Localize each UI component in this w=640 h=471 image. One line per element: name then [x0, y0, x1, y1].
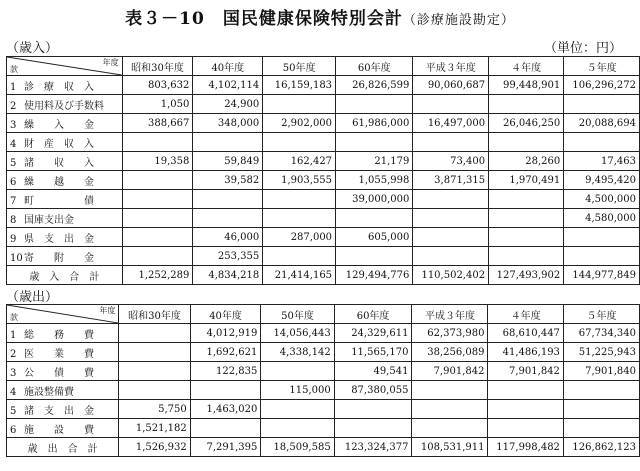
value-cell: 16,159,183 — [263, 76, 336, 95]
value-cell — [489, 133, 564, 152]
row-number: 6 — [10, 176, 17, 188]
value-cell: 348,000 — [193, 114, 263, 133]
corner-year-label: 年度 — [99, 306, 116, 315]
value-cell — [122, 247, 193, 266]
row-label-cell — [7, 381, 119, 400]
value-cell — [564, 95, 640, 114]
corner-item-label: 款 — [10, 313, 18, 322]
value-cell — [489, 95, 564, 114]
table-row — [7, 114, 640, 133]
value-cell — [263, 190, 336, 209]
value-cell: 38,256,089 — [412, 343, 488, 362]
column-header: 50年度 — [261, 305, 334, 324]
value-cell — [122, 228, 193, 247]
value-cell — [489, 228, 564, 247]
value-cell — [489, 209, 564, 228]
value-cell — [412, 400, 488, 419]
value-cell: 39,582 — [193, 171, 263, 190]
value-cell: 49,541 — [334, 362, 412, 381]
value-cell — [190, 419, 261, 438]
table-row — [7, 95, 640, 114]
value-cell: 1,903,555 — [263, 171, 336, 190]
value-cell: 39,000,000 — [336, 190, 413, 209]
expenditure-section-label: （歳出） — [6, 290, 59, 305]
value-cell — [261, 362, 334, 381]
value-cell: 1,970,491 — [489, 171, 564, 190]
value-cell: 1,050 — [122, 95, 193, 114]
row-label-cell — [7, 343, 119, 362]
row-number: 7 — [10, 195, 17, 207]
value-cell — [489, 247, 564, 266]
table-row — [7, 152, 640, 171]
table-row — [7, 190, 640, 209]
value-cell: 21,179 — [336, 152, 413, 171]
value-cell — [193, 209, 263, 228]
column-header: 50年度 — [263, 57, 336, 76]
row-label: 施 設 費 — [24, 424, 94, 436]
unit-label: （単位：円） — [543, 41, 622, 56]
value-cell — [412, 381, 488, 400]
value-cell: 24,329,611 — [334, 324, 412, 343]
row-label: 財 産 収 入 — [24, 138, 94, 150]
corner-header-cell — [7, 305, 119, 324]
total-value-cell: 144,977,849 — [564, 266, 640, 285]
table-row — [7, 171, 640, 190]
page-title — [0, 4, 640, 29]
value-cell: 26,046,250 — [489, 114, 564, 133]
value-cell: 388,667 — [122, 114, 193, 133]
row-number: 4 — [10, 386, 17, 398]
value-cell — [413, 133, 489, 152]
revenue-table — [6, 56, 640, 285]
row-label-cell — [7, 190, 123, 209]
value-cell: 9,495,420 — [564, 171, 640, 190]
value-cell: 73,400 — [413, 152, 489, 171]
value-cell — [336, 247, 413, 266]
value-cell — [122, 171, 193, 190]
value-cell — [122, 190, 193, 209]
total-row — [7, 438, 640, 457]
value-cell: 11,565,170 — [334, 343, 412, 362]
value-cell — [488, 400, 563, 419]
row-label-cell — [7, 247, 123, 266]
header-row — [7, 305, 640, 324]
row-label-cell — [7, 133, 123, 152]
value-cell — [413, 209, 489, 228]
value-cell — [263, 133, 336, 152]
row-label: 県 支 出 金 — [24, 233, 94, 245]
column-header: ５年度 — [564, 57, 640, 76]
row-label-cell — [7, 419, 119, 438]
value-cell: 4,338,142 — [261, 343, 334, 362]
total-value-cell: 127,493,902 — [489, 266, 564, 285]
value-cell — [412, 419, 488, 438]
column-header: 60年度 — [336, 57, 413, 76]
row-label-cell — [7, 228, 123, 247]
total-row — [7, 266, 640, 285]
total-value-cell: 4,834,218 — [193, 266, 263, 285]
total-value-cell: 108,531,911 — [412, 438, 488, 457]
value-cell — [263, 95, 336, 114]
row-number: 1 — [10, 81, 17, 93]
value-cell: 90,060,687 — [413, 76, 489, 95]
row-number: 9 — [10, 233, 17, 245]
header-row — [7, 57, 640, 76]
value-cell — [563, 381, 639, 400]
value-cell — [119, 362, 190, 381]
value-cell — [336, 133, 413, 152]
value-cell: 20,088,694 — [564, 114, 640, 133]
row-number: 4 — [10, 138, 17, 150]
value-cell — [413, 190, 489, 209]
value-cell — [334, 400, 412, 419]
value-cell — [489, 190, 564, 209]
value-cell: 16,497,000 — [413, 114, 489, 133]
table-row — [7, 228, 640, 247]
row-label-cell — [7, 400, 119, 419]
value-cell: 4,580,000 — [564, 209, 640, 228]
value-cell: 87,380,055 — [334, 381, 412, 400]
row-number: 5 — [10, 405, 17, 417]
value-cell: 3,871,315 — [413, 171, 489, 190]
row-label: 繰 越 金 — [24, 176, 94, 188]
row-number: 3 — [10, 119, 17, 131]
total-value-cell: 110,502,402 — [413, 266, 489, 285]
column-header: 40年度 — [193, 57, 263, 76]
value-cell: 19,358 — [122, 152, 193, 171]
value-cell — [190, 381, 261, 400]
table-row — [7, 247, 640, 266]
value-cell: 115,000 — [261, 381, 334, 400]
value-cell — [119, 343, 190, 362]
row-number: 1 — [10, 329, 17, 341]
value-cell — [564, 133, 640, 152]
row-label-cell — [7, 362, 119, 381]
corner-item-label: 款 — [10, 65, 18, 74]
value-cell: 41,486,193 — [488, 343, 563, 362]
value-cell: 803,632 — [122, 76, 193, 95]
row-number: 3 — [10, 367, 17, 379]
value-cell: 5,750 — [119, 400, 190, 419]
value-cell — [413, 95, 489, 114]
value-cell — [413, 228, 489, 247]
row-number: 8 — [10, 214, 17, 226]
value-cell — [193, 133, 263, 152]
value-cell: 4,102,114 — [193, 76, 263, 95]
row-label: 国庫支出金 — [24, 214, 74, 226]
value-cell: 106,296,272 — [564, 76, 640, 95]
value-cell: 1,463,020 — [190, 400, 261, 419]
value-cell — [263, 247, 336, 266]
row-label-cell — [7, 76, 123, 95]
value-cell — [119, 324, 190, 343]
row-label-cell — [7, 171, 123, 190]
total-value-cell: 1,252,289 — [122, 266, 193, 285]
value-cell — [122, 209, 193, 228]
value-cell — [563, 400, 639, 419]
value-cell: 51,225,943 — [563, 343, 639, 362]
table-row — [7, 133, 640, 152]
total-value-cell: 7,291,395 — [190, 438, 261, 457]
row-label: 諸 支 出 金 — [24, 405, 94, 417]
row-number: 2 — [10, 100, 17, 112]
row-number: 6 — [10, 424, 17, 436]
value-cell — [334, 419, 412, 438]
total-label: 歳 入 合 計 — [7, 266, 123, 285]
row-label-cell — [7, 114, 123, 133]
table-row — [7, 419, 640, 438]
row-number: 2 — [10, 348, 17, 360]
value-cell: 67,734,340 — [563, 324, 639, 343]
table-row — [7, 381, 640, 400]
value-cell: 253,355 — [193, 247, 263, 266]
table-row — [7, 362, 640, 381]
value-cell — [122, 133, 193, 152]
value-cell: 7,901,842 — [488, 362, 563, 381]
value-cell — [263, 209, 336, 228]
total-value-cell: 126,862,123 — [563, 438, 639, 457]
value-cell: 4,500,000 — [564, 190, 640, 209]
value-cell — [336, 209, 413, 228]
total-value-cell: 21,414,165 — [263, 266, 336, 285]
value-cell: 287,000 — [263, 228, 336, 247]
column-header: 昭和30年度 — [122, 57, 193, 76]
row-label: 使用料及び手数料 — [24, 100, 104, 112]
value-cell — [488, 381, 563, 400]
table-row — [7, 209, 640, 228]
row-label: 施設整備費 — [24, 386, 74, 398]
value-cell: 122,835 — [190, 362, 261, 381]
value-cell — [488, 419, 563, 438]
row-label: 医 業 費 — [24, 348, 94, 360]
value-cell: 46,000 — [193, 228, 263, 247]
corner-header-cell — [7, 57, 123, 76]
revenue-section-label: （歳入） — [6, 41, 59, 56]
value-cell: 2,902,000 — [263, 114, 336, 133]
value-cell — [119, 381, 190, 400]
table-row — [7, 400, 640, 419]
row-number: 5 — [10, 157, 17, 169]
column-header: ５年度 — [563, 305, 639, 324]
value-cell — [563, 419, 639, 438]
value-cell: 28,260 — [489, 152, 564, 171]
row-label: 諸 収 入 — [24, 157, 94, 169]
value-cell: 1,055,998 — [336, 171, 413, 190]
table-row — [7, 76, 640, 95]
column-header: ４年度 — [489, 57, 564, 76]
row-label: 総 務 費 — [24, 329, 94, 341]
value-cell — [261, 419, 334, 438]
column-header: 60年度 — [334, 305, 412, 324]
value-cell: 68,610,447 — [488, 324, 563, 343]
value-cell: 7,901,842 — [412, 362, 488, 381]
value-cell: 14,056,443 — [261, 324, 334, 343]
value-cell: 7,901,840 — [563, 362, 639, 381]
table-row — [7, 324, 640, 343]
row-label: 町 債 — [24, 195, 94, 207]
row-number: 10 — [10, 252, 23, 264]
value-cell — [193, 190, 263, 209]
column-header: 平成３年度 — [413, 57, 489, 76]
value-cell — [413, 247, 489, 266]
value-cell: 4,012,919 — [190, 324, 261, 343]
value-cell — [261, 400, 334, 419]
total-value-cell: 129,494,776 — [336, 266, 413, 285]
row-label: 診 療 収 入 — [24, 81, 94, 93]
value-cell — [564, 228, 640, 247]
value-cell: 1,692,621 — [190, 343, 261, 362]
value-cell: 99,448,901 — [489, 76, 564, 95]
row-label-cell — [7, 324, 119, 343]
expenditure-table — [6, 304, 640, 457]
value-cell — [336, 95, 413, 114]
column-header: 昭和30年度 — [119, 305, 190, 324]
subtitle-text: （診療施設勘定） — [402, 13, 515, 28]
value-cell: 605,000 — [336, 228, 413, 247]
total-value-cell: 123,324,377 — [334, 438, 412, 457]
value-cell: 17,463 — [564, 152, 640, 171]
row-label: 公 債 費 — [24, 367, 94, 379]
value-cell: 24,900 — [193, 95, 263, 114]
row-label: 寄 附 金 — [24, 252, 94, 264]
column-header: 平成３年度 — [412, 305, 488, 324]
column-header: 40年度 — [190, 305, 261, 324]
row-label-cell — [7, 95, 123, 114]
value-cell: 61,986,000 — [336, 114, 413, 133]
title-text: 表３－10 国民健康保険特別会計 — [125, 9, 403, 29]
total-value-cell: 117,998,482 — [488, 438, 563, 457]
total-value-cell: 18,509,585 — [261, 438, 334, 457]
value-cell: 162,427 — [263, 152, 336, 171]
value-cell: 59,849 — [193, 152, 263, 171]
column-header: ４年度 — [488, 305, 563, 324]
total-value-cell: 1,526,932 — [119, 438, 190, 457]
corner-year-label: 年度 — [102, 58, 119, 67]
row-label: 繰 入 金 — [24, 119, 94, 131]
value-cell: 26,826,599 — [336, 76, 413, 95]
value-cell — [564, 247, 640, 266]
value-cell: 62,373,980 — [412, 324, 488, 343]
row-label-cell — [7, 152, 123, 171]
total-label: 歳 出 合 計 — [7, 438, 119, 457]
value-cell: 1,521,182 — [119, 419, 190, 438]
row-label-cell — [7, 209, 123, 228]
table-row — [7, 343, 640, 362]
